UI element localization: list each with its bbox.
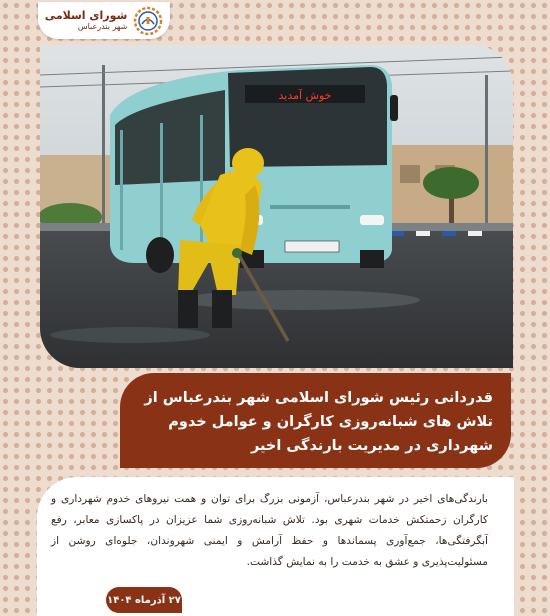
news-photo	[40, 45, 513, 368]
logo-title: شورای اسلامی	[44, 8, 128, 22]
logo-text	[45, 10, 128, 32]
date-tag: ۲۷ آذرماه ۱۴۰۴	[106, 587, 182, 613]
council-emblem-icon	[133, 6, 163, 36]
headline: قدردانی رئیس شورای اسلامی شهر بندرعباس از تلاش های شبانه‌روزی کارگران و عوامل خدوم شهرداری در مدیریت بارندگی اخیر	[144, 389, 493, 454]
council-logo-badge	[38, 2, 170, 39]
body-text: بارندگی‌های اخیر در شهر بندرعباس، آزمونی بزرگ برای توان و همت نیروهای خدوم شهرداری و کارگران زحمتکش خدمات شهری بود. تلاش شبانه‌روزی شما عزیزان در پاکسازی معابر، رفع آبگرفتگی‌ها، جمع‌آوری پسماندها و حفظ آرامش و ایمنی شهروندان، جلوه‌ای روشن از مسئولیت‌پذیری و عشق به خدمت را به نمایش گذاشت.	[51, 493, 488, 568]
headline-box	[120, 373, 511, 468]
bus-destination-sign: خوش آمدید	[278, 89, 332, 102]
rainy-street-bus-worker-photo	[40, 45, 513, 368]
logo-subtitle: شهر بندرعباس	[77, 22, 128, 32]
